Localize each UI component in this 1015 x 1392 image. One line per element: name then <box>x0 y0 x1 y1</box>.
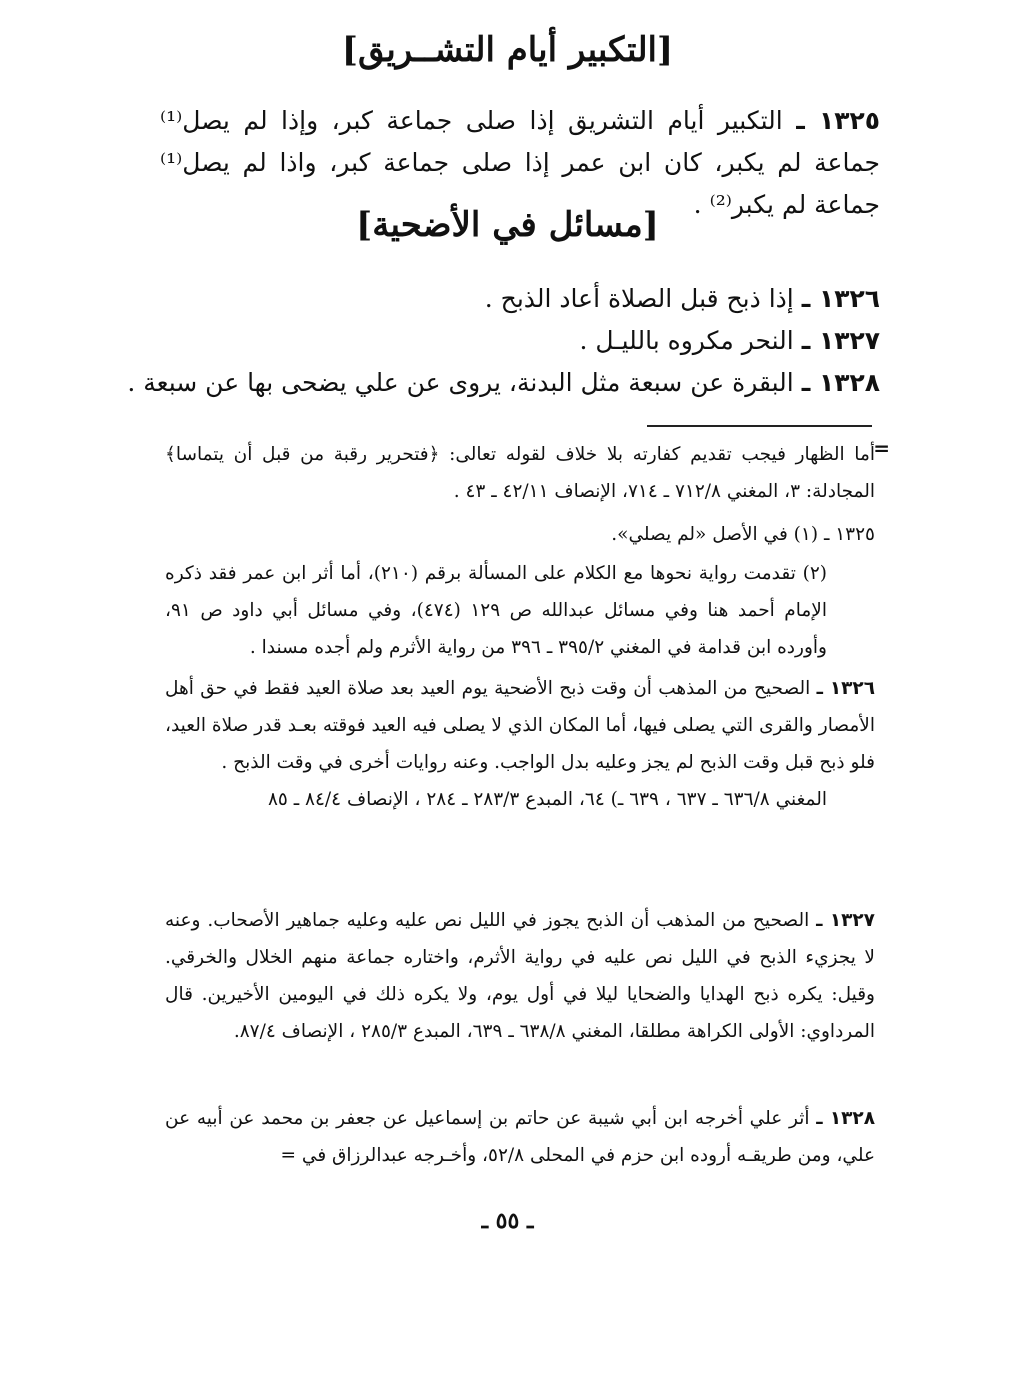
footnote-text: الصحيح من المذهب أن وقت ذبح الأضحية يوم العيد بعد صلاة العيد فقط في حق أهل الأمصار والقرى التي يصلى فيها، أما المكان الذي لا يصلى فيه العيد فوقته بعـد قدر صلاة العيد، فلو ذبح قبل وقت الذبح لم يجز وعليه بدل الواجب. وعنه روايات أخرى في وقت الذبح . <box>165 678 875 773</box>
footnote-1325-1 <box>165 516 875 553</box>
footnote-number: ١٣٢٦ ـ <box>816 678 875 699</box>
footnote-reference: المغني ٦٣٦/٨ ـ ٦٣٧ ، ٦٣٩ ـ) ٦٤، المبدع ٢٨٣/٣ ـ ٢٨٤ ، الإنصاف ٨٤/٤ ـ ٨٥ <box>267 789 827 810</box>
footnote-text: أثر علي أخرجه ابن أبي شيبة عن حاتم بن إسماعيل عن جعفر بن محمد عن أبيه عن علي، ومن طريقـه أروده ابن حزم في المحلى ٥٢/٨، وأخـرجه عبدالرزاق في = <box>165 1108 875 1166</box>
footnote-1326 <box>165 670 875 818</box>
entry-text: إذا ذبح قبل الصلاة أعاد الذبح . <box>484 284 794 313</box>
footnote-text: أما الظهار فيجب تقديم كفارته بلا خلاف لقوله تعالى: ﴿فتحرير رقبة من قبل أن يتماسا﴾ المجادلة: ٣، المغني ٧١٢/٨ ـ ٧١٤، الإنصاف ٤٢/١١ ـ ٤٣ . <box>165 444 875 502</box>
entry-1328 <box>127 362 880 404</box>
entry-number: ١٣٢٨ ـ <box>801 368 880 397</box>
section-heading-udhiya: [مسائل في الأضحية] <box>356 205 659 245</box>
footnote-number: ١٣٢٨ ـ <box>816 1108 875 1129</box>
footnote-text: الصحيح من المذهب أن الذبح يجوز في الليل نص عليه وعليه جماهير الأصحاب. وعنه لا يجزيء الذبح في الليل نص عليه في رواية الأثرم، واختاره جماعة منهم الخلال والخرقي. وقيل: يكره ذبح الهدايا والضحايا ليلا في أول يوم، ولا يكره ذلك في اليومين الأخيرين. قال المرداوي: الأولى الكراهة مطلقا، المغني ٦٣٨/٨ ـ ٦٣٩، المبدع ٢٨٥/٣ ، الإنصاف ٨٧/٤. <box>165 910 875 1042</box>
page-number: ـ ٥٥ ـ <box>481 1208 534 1234</box>
section-heading-takbir: [التكبير أيام التشــريق] <box>341 30 674 70</box>
footnote-1325-2 <box>165 555 875 666</box>
footnote-number: ١٣٢٧ ـ <box>816 910 875 931</box>
entry-number: ١٣٢٥ ـ <box>796 106 880 135</box>
footnote-text: ١٣٢٥ ـ (١) في الأصل «لم يصلي». <box>611 524 875 545</box>
footnote-1327 <box>165 902 875 1050</box>
entry-number: ١٣٢٧ ـ <box>801 326 880 355</box>
entry-1326 <box>160 278 880 320</box>
footnote-separator <box>647 425 872 427</box>
footnote-text: (٢) تقدمت رواية نحوها مع الكلام على المسألة برقم (٢١٠)، أما أثر ابن عمر فقد ذكره الإمام أحمد هنا وفي مسائل عبدالله ص ١٢٩ (٤٧٤)، وفي مسائل أبي داود ص ٩١، وأورده ابن قدامة في المغني ٣٩٥/٢ ـ ٣٩٦ من رواية الأثرم ولم أجده مسندا . <box>165 563 827 658</box>
entry-text: البقرة عن سبعة مثل البدنة، يروى عن علي يضحى بها عن سبعة . <box>127 368 794 397</box>
entry-number: ١٣٢٦ ـ <box>801 284 880 313</box>
entry-1327 <box>160 320 880 362</box>
entry-text: النحر مكروه بالليـل . <box>579 326 794 355</box>
footnote-carry <box>165 436 875 510</box>
entry-text: التكبير أيام التشريق إذا صلى جماعة كبر، وإذا لم يصل⁽¹⁾ جماعة لم يكبر، كان ابن عمر إذا صلى جماعة كبر، واذا لم يصل⁽¹⁾ جماعة لم يكبر⁽²⁾ . <box>160 106 880 219</box>
footnote-1328 <box>165 1100 875 1174</box>
footnote-carry-marker: = <box>873 436 890 460</box>
